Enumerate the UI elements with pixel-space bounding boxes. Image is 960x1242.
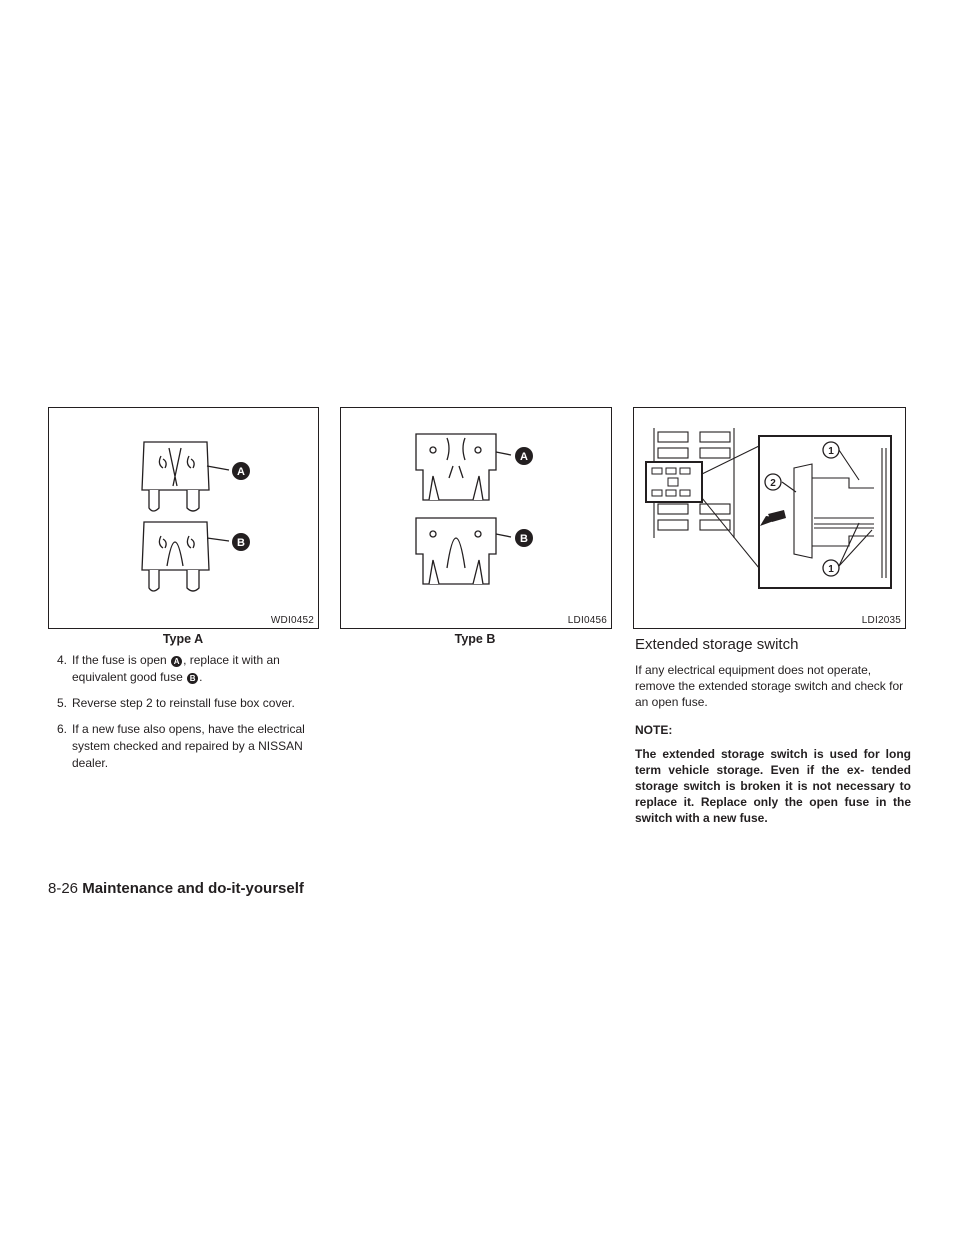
circled-b-icon: B (187, 673, 198, 684)
step-5 (48, 695, 328, 712)
step-4 (48, 652, 328, 686)
caption-type-b: Type B (454, 632, 496, 646)
label-1-top: 1 (828, 446, 834, 457)
fuse-replacement-steps (48, 652, 328, 781)
note-label: NOTE: (635, 723, 673, 737)
section-title: Extended storage switch (635, 636, 799, 653)
note-text: The extended storage switch is used for long term vehicle storage. Even if the ex- tended storage switch is broken it is not necessary to replace it. Replace only the open fuse in the switch with a new fuse. (635, 747, 911, 825)
label-a: A (520, 451, 528, 463)
step-text: If a new fuse also opens, have the electrical system checked and repaired by a NISSAN dealer. (72, 722, 305, 770)
step-text: . (199, 670, 203, 684)
step-number: 6. (57, 722, 68, 736)
step-text: , replace it with an equivalent good fuse (72, 653, 280, 684)
step-number: 5. (57, 696, 68, 710)
label-b: B (237, 537, 245, 549)
step-text: Reverse step 2 to reinstall fuse box cover. (72, 696, 295, 710)
step-number: 4. (57, 653, 68, 667)
figure-type-a (48, 407, 319, 629)
label-1-bottom: 1 (828, 564, 834, 575)
step-text: If the fuse is open (72, 653, 167, 667)
fuse-type-a-illustration (49, 408, 318, 628)
footer-section-title: Maintenance and do-it-yourself (82, 880, 304, 897)
page-footer (48, 880, 304, 897)
step-6 (48, 721, 328, 772)
page-number: 8-26 (48, 880, 79, 897)
label-2: 2 (770, 478, 776, 489)
caption-type-a: Type A (162, 632, 204, 646)
figure-code: LDI0456 (567, 615, 607, 626)
figure-code: LDI2035 (861, 615, 901, 626)
circled-a-icon: A (171, 656, 182, 667)
fuse-type-b-illustration (341, 408, 611, 628)
figure-extended-storage-switch (633, 407, 906, 629)
section-intro: If any electrical equipment does not operate, remove the extended storage switch and check for an open fuse. (635, 663, 904, 709)
figure-type-b (340, 407, 612, 629)
figure-code: WDI0452 (270, 615, 314, 626)
label-b: B (520, 533, 528, 545)
label-a: A (237, 466, 245, 478)
storage-switch-illustration (634, 408, 905, 628)
